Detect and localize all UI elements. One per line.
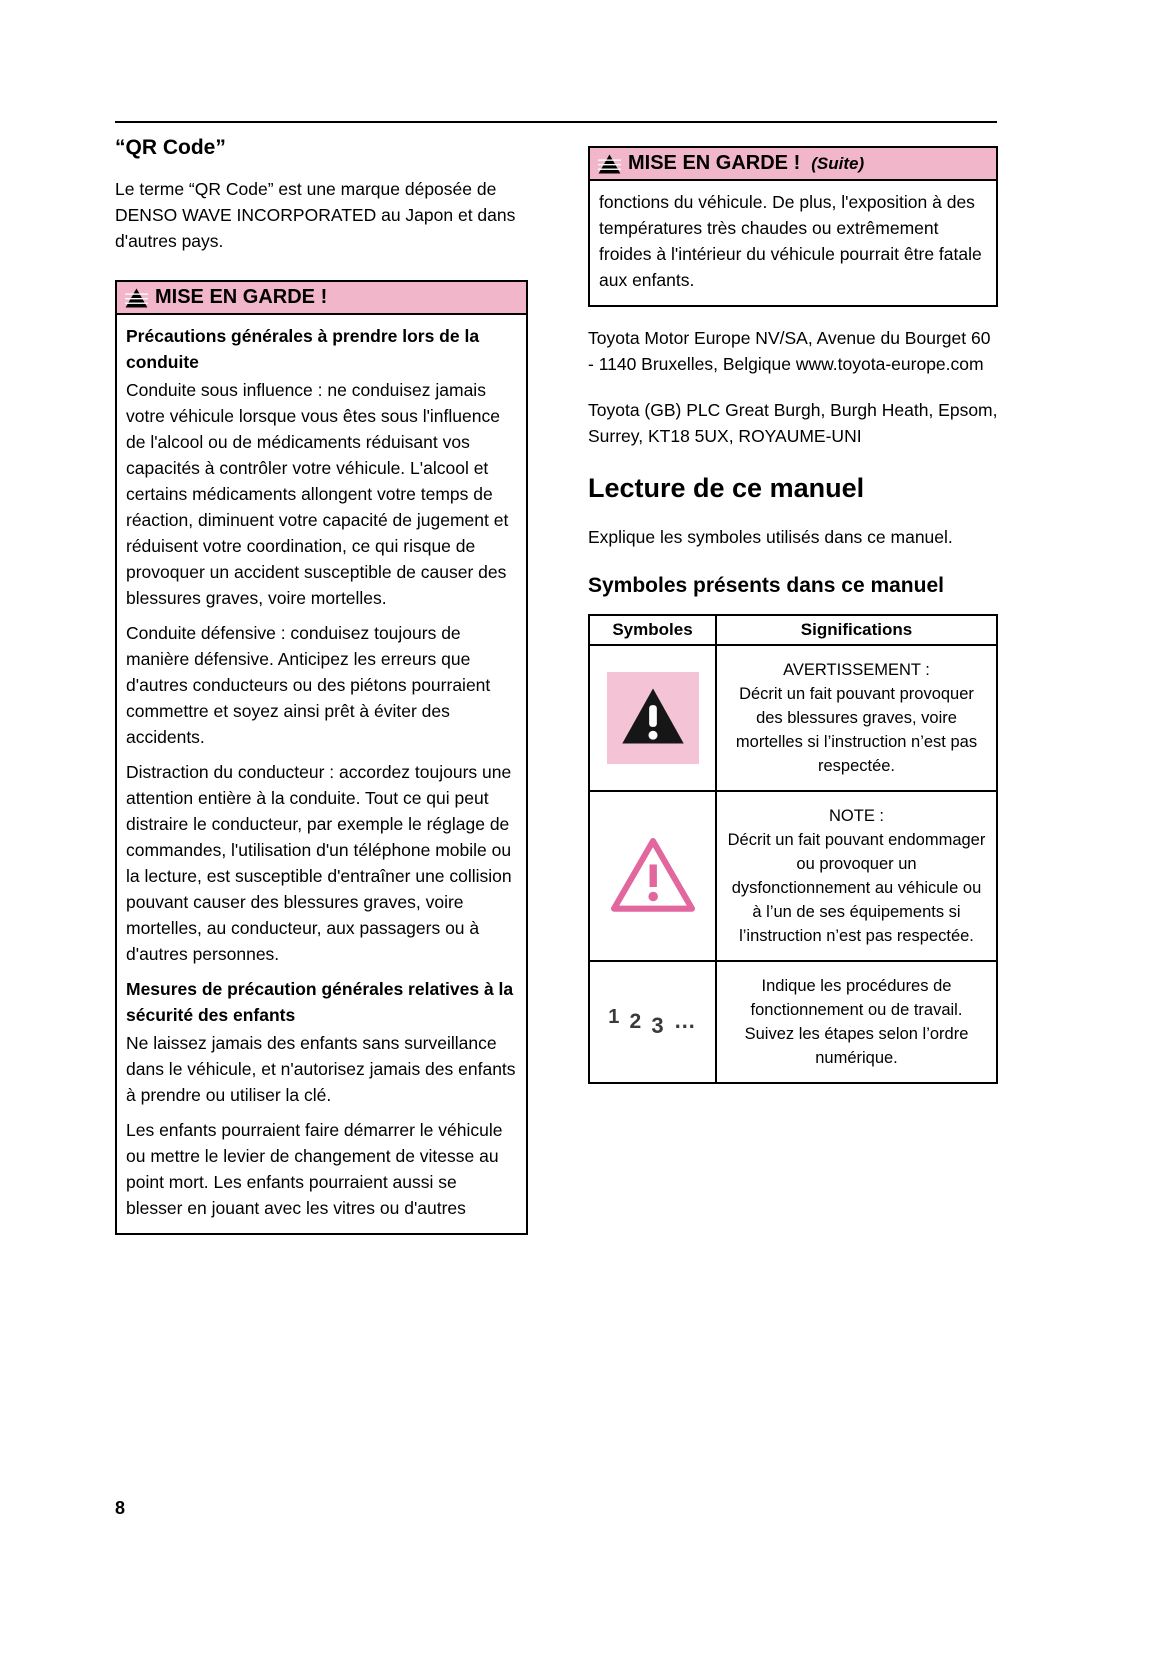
column-header-symbols: Symboles: [589, 615, 716, 645]
step-number-3: 3: [651, 1013, 666, 1038]
symbol-cell-warning: [589, 645, 716, 791]
warning-triangle-icon: [598, 154, 621, 174]
warning-symbol-background: [607, 672, 699, 764]
right-column: [588, 146, 998, 1084]
qr-code-paragraph: Le terme “QR Code” est une marque déposée de DENSO WAVE INCORPORATED au Japon et dans d'autres pays.: [115, 179, 516, 251]
warning-continued-title: MISE EN GARDE !: [628, 152, 801, 174]
meaning-label: NOTE :: [828, 807, 884, 825]
warning-box-body: [117, 315, 526, 1233]
section-intro-paragraph: Explique les symboles utilisés dans ce manuel.: [588, 527, 953, 547]
warning-continued-body: [590, 181, 996, 305]
warning-box: [115, 280, 528, 1235]
header-rule: [115, 121, 997, 123]
warning-continued-suite-label: (Suite): [811, 153, 865, 173]
warning-box-title: MISE EN GARDE !: [155, 286, 328, 308]
meaning-text: Décrit un fait pouvant provoquer des blessures graves, voire mortelles si l’instruction n’est pas respectée.: [735, 685, 978, 775]
table-row: [589, 645, 997, 791]
address-toyota-europe: Toyota Motor Europe NV/SA, Avenue du Bourget 60 - 1140 Bruxelles, Belgique www.toyota-europe.com: [588, 328, 991, 374]
symbol-cell-steps: [589, 961, 716, 1083]
warning-paragraph-influence: Conduite sous influence : ne conduisez jamais votre véhicule lorsque vous êtes sous l'influence de l'alcool ou de médicaments réduisant vos capacités à contrôler votre véhicule. L'alcool et certains médicaments allongent votre temps de réaction, diminuent votre capacité de jugement et réduisent votre coordination, ce qui risque de provoquer un accident susceptible de causer des blessures graves, voire mortelles.: [126, 380, 509, 608]
warning-paragraph-defensive: Conduite défensive : conduisez toujours de manière défensive. Anticipez les erreurs que d'autres conducteurs ou des piétons pourraient commettre et soyez ainsi prêt à éviter des accidents.: [126, 623, 491, 747]
qr-code-heading: “QR Code”: [115, 136, 226, 159]
warning-paragraph-children-1: Ne laissez jamais des enfants sans surveillance dans le véhicule, et n'autorisez jamais des enfants à prendre ou utiliser la clé.: [126, 1033, 516, 1105]
warning-continued-header: [590, 148, 996, 181]
meaning-label: AVERTISSEMENT :: [783, 661, 930, 679]
subsection-heading-symbols: Symboles présents dans ce manuel: [588, 574, 944, 597]
step-number-2: 2: [629, 1010, 644, 1033]
warning-subheading-children: Mesures de précaution générales relatives à la sécurité des enfants: [126, 979, 514, 1025]
meaning-cell-note: [716, 791, 997, 961]
meaning-cell-warning: [716, 645, 997, 791]
column-header-meanings: Significations: [716, 615, 997, 645]
warning-box-header: [117, 282, 526, 315]
note-triangle-outline-icon: [609, 900, 697, 917]
meaning-text: Décrit un fait pouvant endommager ou provoquer un dysfonctionnement au véhicule ou à l’un de ses équipements si l’instruction n’est pas respectée.: [727, 831, 986, 945]
warning-box-continued: [588, 146, 998, 307]
symbols-table: [588, 614, 998, 1084]
warning-subheading-driving: Précautions générales à prendre lors de la conduite: [126, 326, 480, 372]
symbol-cell-note: [589, 791, 716, 961]
numbered-steps-symbol: [596, 1006, 709, 1038]
meaning-text: Indique les procédures de fonctionnement ou de travail. Suivez les étapes selon l’ordre numérique.: [744, 977, 969, 1067]
meaning-cell-steps: [716, 961, 997, 1083]
section-heading-reading-manual: Lecture de ce manuel: [588, 473, 865, 503]
warning-paragraph-continued: fonctions du véhicule. De plus, l'exposition à des températures très chaudes ou extrêmement froides à l'intérieur du véhicule pourrait être fatale aux enfants.: [599, 192, 982, 290]
table-row: [589, 791, 997, 961]
step-number-1: 1: [608, 1006, 622, 1028]
page-number: 8: [115, 1498, 126, 1518]
table-row: [589, 961, 997, 1083]
warning-triangle-icon: [125, 288, 148, 308]
steps-ellipsis: …: [673, 1008, 697, 1033]
warning-paragraph-distraction: Distraction du conducteur : accordez toujours une attention entière à la conduite. Tout ce qui peut distraire le conducteur, par exemple le réglage de commandes, l'utilisation d'un téléphone mobile ou la lecture, est susceptible d'entraîner une collision pouvant causer des blessures graves, voire mortelles, au conducteur, aux passagers ou à d'autres personnes.: [126, 762, 512, 964]
warning-triangle-filled-icon: [621, 687, 685, 750]
left-column: [115, 136, 528, 1235]
address-toyota-gb: Toyota (GB) PLC Great Burgh, Burgh Heath, Epsom, Surrey, KT18 5UX, ROYAUME-UNI: [588, 400, 998, 446]
warning-paragraph-children-2: Les enfants pourraient faire démarrer le véhicule ou mettre le levier de changement de vitesse au point mort. Les enfants pourraient aussi se blesser en jouant avec les vitres ou d'autres: [126, 1120, 503, 1218]
symbols-table-header-row: [589, 615, 997, 645]
